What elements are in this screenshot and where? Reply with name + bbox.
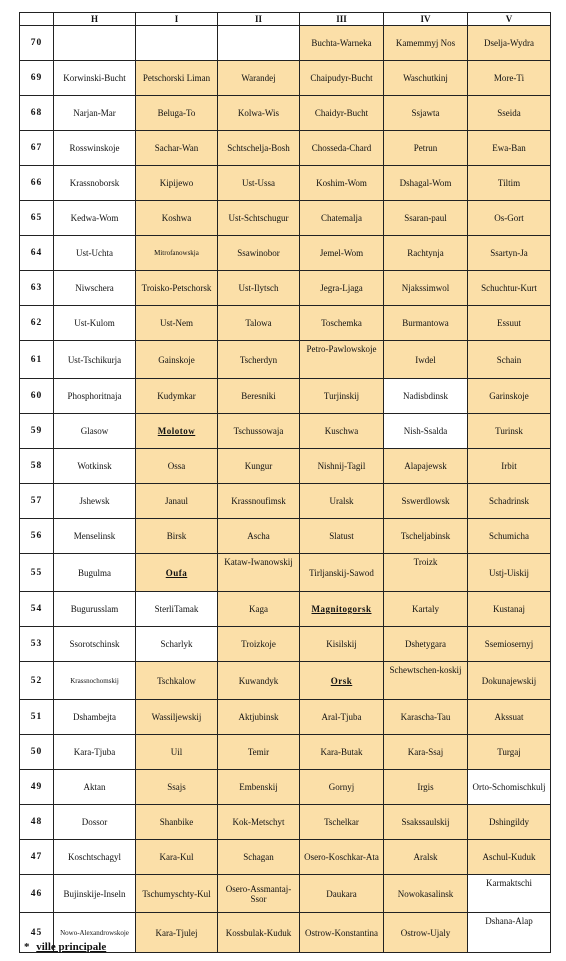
place-name-cell: Turgaj — [468, 735, 551, 770]
place-name-cell: Ust-Kulom — [54, 306, 136, 341]
place-name-cell: Krassnoborsk — [54, 166, 136, 201]
place-name-cell: Talowa — [218, 306, 300, 341]
place-name-cell: Karascha-Tau — [384, 700, 468, 735]
place-name-cell: Korwinski-Bucht — [54, 61, 136, 96]
place-name-cell: Glasow — [54, 414, 136, 449]
place-name-cell: Troisko-Petschorsk — [136, 271, 218, 306]
place-name-cell: Ostrow-Ujaly — [384, 913, 468, 953]
place-name-cell: Petschorski Liman — [136, 61, 218, 96]
place-name-cell: Ssajs — [136, 770, 218, 805]
place-name-cell: Schagan — [218, 840, 300, 875]
place-name-cell: Magnitogorsk — [300, 592, 384, 627]
table-row — [20, 519, 551, 554]
place-name-cell: Rachtynja — [384, 236, 468, 271]
place-name-cell: Schuchtur-Kurt — [468, 271, 551, 306]
place-name-cell: Kuwandyk — [218, 662, 300, 700]
header-col-h: H — [54, 13, 136, 26]
place-name-cell: Troizk — [384, 554, 468, 592]
row-number: 45 — [20, 913, 54, 953]
place-name-cell: Wassiljewskij — [136, 700, 218, 735]
place-name-cell: Tschussowaja — [218, 414, 300, 449]
place-name-cell: Garinskoje — [468, 379, 551, 414]
place-name-cell: Schewtschen-koskij — [384, 662, 468, 700]
place-name-cell: Ust-Nem — [136, 306, 218, 341]
row-number: 67 — [20, 131, 54, 166]
row-number: 57 — [20, 484, 54, 519]
place-name-cell: Ossa — [136, 449, 218, 484]
place-name-cell: Chatemalja — [300, 201, 384, 236]
place-name-cell: Beresniki — [218, 379, 300, 414]
place-name-cell: Chaidyr-Bucht — [300, 96, 384, 131]
row-number: 54 — [20, 592, 54, 627]
row-number: 68 — [20, 96, 54, 131]
table-row — [20, 306, 551, 341]
header-row — [20, 13, 551, 26]
table-row — [20, 379, 551, 414]
table-row — [20, 166, 551, 201]
place-name-cell: Chosseda-Chard — [300, 131, 384, 166]
place-name-cell: Irgis — [384, 770, 468, 805]
place-name-cell — [54, 26, 136, 61]
row-number: 52 — [20, 662, 54, 700]
table-row — [20, 271, 551, 306]
row-number: 69 — [20, 61, 54, 96]
row-number: 62 — [20, 306, 54, 341]
place-name-cell: Kaga — [218, 592, 300, 627]
header-col-ii: II — [218, 13, 300, 26]
row-number: 65 — [20, 201, 54, 236]
row-number: 60 — [20, 379, 54, 414]
place-name-cell: Alapajewsk — [384, 449, 468, 484]
place-name-cell: Dshambejta — [54, 700, 136, 735]
header-corner — [20, 13, 54, 26]
place-name-cell: Wotkinsk — [54, 449, 136, 484]
row-number: 47 — [20, 840, 54, 875]
table-row — [20, 662, 551, 700]
place-name-cell: Schumicha — [468, 519, 551, 554]
row-number: 61 — [20, 341, 54, 379]
place-name-cell: Kustanaj — [468, 592, 551, 627]
table-row — [20, 875, 551, 913]
place-name-cell: Nowokasalinsk — [384, 875, 468, 913]
table-row — [20, 449, 551, 484]
place-name-cell: Bugulma — [54, 554, 136, 592]
table-row — [20, 26, 551, 61]
place-name-cell: Ssorotschinsk — [54, 627, 136, 662]
grid-body — [20, 26, 551, 953]
place-name-cell: Dshana-Alap — [468, 913, 551, 953]
place-name-cell: Shanbike — [136, 805, 218, 840]
place-name-cell: SterliTamak — [136, 592, 218, 627]
place-name-cell: Uralsk — [300, 484, 384, 519]
place-name-cell: Kisilskij — [300, 627, 384, 662]
place-name-cell: Temir — [218, 735, 300, 770]
header-col-iv: IV — [384, 13, 468, 26]
place-name-cell: Dokunajewskij — [468, 662, 551, 700]
place-name-cell: Ustj-Uiskij — [468, 554, 551, 592]
place-name-cell: Kolwa-Wis — [218, 96, 300, 131]
footnote — [24, 941, 106, 953]
row-number: 63 — [20, 271, 54, 306]
place-name-cell: Waschutkinj — [384, 61, 468, 96]
row-number: 58 — [20, 449, 54, 484]
place-name-cell: Karmaktschi — [468, 875, 551, 913]
place-name-cell: Dshagal-Wom — [384, 166, 468, 201]
place-name-cell: Uil — [136, 735, 218, 770]
place-name-cell: Koshim-Wom — [300, 166, 384, 201]
table-row — [20, 414, 551, 449]
table-row — [20, 735, 551, 770]
place-name-cell: Tschelkar — [300, 805, 384, 840]
row-number: 51 — [20, 700, 54, 735]
place-name-cell: Aktan — [54, 770, 136, 805]
row-number: 46 — [20, 875, 54, 913]
table-row — [20, 341, 551, 379]
place-name-cell: Kara-Tjuba — [54, 735, 136, 770]
place-name-cell: Kipijewo — [136, 166, 218, 201]
place-name-cell: Ssartyn-Ja — [468, 236, 551, 271]
place-name-cell: Schtschelja-Bosh — [218, 131, 300, 166]
place-name-cell: Menselinsk — [54, 519, 136, 554]
place-name-cell: Nowo-Alexandrowskoje — [54, 913, 136, 953]
place-name-cell: Bugurusslam — [54, 592, 136, 627]
place-name-cell: Essuut — [468, 306, 551, 341]
place-name-cell: Petro-Pawlowskoje — [300, 341, 384, 379]
row-number: 64 — [20, 236, 54, 271]
place-name-cell: Orto-Schomischkulj — [468, 770, 551, 805]
place-name-cell: Ssaran-paul — [384, 201, 468, 236]
place-name-cell: Ssjawta — [384, 96, 468, 131]
place-name-cell — [136, 26, 218, 61]
place-name-cell: Daukara — [300, 875, 384, 913]
place-name-cell: Ewa-Ban — [468, 131, 551, 166]
place-name-cell: Sseida — [468, 96, 551, 131]
place-name-cell: Ssawinobor — [218, 236, 300, 271]
place-name-cell: Jemel-Wom — [300, 236, 384, 271]
row-number: 66 — [20, 166, 54, 201]
table-row — [20, 805, 551, 840]
place-name-cell: Ascha — [218, 519, 300, 554]
place-name-cell: Aktjubinsk — [218, 700, 300, 735]
place-name-cell: Burmantowa — [384, 306, 468, 341]
place-name-cell: Krassnochomskij — [54, 662, 136, 700]
place-name-cell: Janaul — [136, 484, 218, 519]
place-name-cell: Dselja-Wydra — [468, 26, 551, 61]
place-name-cell: Chaipudyr-Bucht — [300, 61, 384, 96]
place-name-cell: Molotow — [136, 414, 218, 449]
row-number: 48 — [20, 805, 54, 840]
place-name-cell: Turjinskij — [300, 379, 384, 414]
place-name-cell: Tschumyschty-Kul — [136, 875, 218, 913]
place-name-cell: Tscherdyn — [218, 341, 300, 379]
place-name-cell: Nadisbdinsk — [384, 379, 468, 414]
place-name-cell: Nish-Ssalda — [384, 414, 468, 449]
place-name-cell: Ust-Uchta — [54, 236, 136, 271]
place-name-cell: Akssuat — [468, 700, 551, 735]
place-name-cell: Kara-Butak — [300, 735, 384, 770]
place-name-cell: Phosphoritnaja — [54, 379, 136, 414]
place-name-cell: Jegra-Ljaga — [300, 271, 384, 306]
place-name-cell: More-Ti — [468, 61, 551, 96]
place-name-cell: Scharlyk — [136, 627, 218, 662]
place-name-cell: Ssemiosernyj — [468, 627, 551, 662]
row-number: 49 — [20, 770, 54, 805]
place-name-cell: Osero-Koschkar-Ata — [300, 840, 384, 875]
row-number: 55 — [20, 554, 54, 592]
place-name-cell: Niwschera — [54, 271, 136, 306]
table-row — [20, 96, 551, 131]
table-row — [20, 236, 551, 271]
place-name-cell: Sswerdlowsk — [384, 484, 468, 519]
header-col-v: V — [468, 13, 551, 26]
row-number: 56 — [20, 519, 54, 554]
place-name-cell: Os-Gort — [468, 201, 551, 236]
grid-table — [19, 12, 551, 953]
place-name-cell: Kara-Tjulej — [136, 913, 218, 953]
place-name-cell: Beluga-To — [136, 96, 218, 131]
place-name-cell: Krassnoufimsk — [218, 484, 300, 519]
place-name-cell: Nishnij-Tagil — [300, 449, 384, 484]
table-row — [20, 554, 551, 592]
place-name-cell: Rosswinskoje — [54, 131, 136, 166]
place-name-cell: Ssakssaulskij — [384, 805, 468, 840]
header-col-i: I — [136, 13, 218, 26]
place-name-cell: Iwdel — [384, 341, 468, 379]
place-name-cell: Ust-Ussa — [218, 166, 300, 201]
place-name-cell: Kok-Metschyt — [218, 805, 300, 840]
place-name-cell: Warandej — [218, 61, 300, 96]
place-name-cell: Orsk — [300, 662, 384, 700]
place-name-cell: Tscheljabinsk — [384, 519, 468, 554]
place-name-cell: Aschul-Kuduk — [468, 840, 551, 875]
table-row — [20, 627, 551, 662]
table-row — [20, 700, 551, 735]
place-name-cell: Aral-Tjuba — [300, 700, 384, 735]
place-name-cell: Ostrow-Konstantina — [300, 913, 384, 953]
footnote-text: ville principale — [36, 941, 107, 953]
place-name-cell: Kedwa-Wom — [54, 201, 136, 236]
place-name-cell: Kungur — [218, 449, 300, 484]
place-name-cell: Kuschwa — [300, 414, 384, 449]
place-name-cell: Koschtschagyl — [54, 840, 136, 875]
place-name-cell: Kara-Ssaj — [384, 735, 468, 770]
place-name-cell: Narjan-Mar — [54, 96, 136, 131]
place-name-cell: Tirljanskij-Sawod — [300, 554, 384, 592]
place-name-cell: Slatust — [300, 519, 384, 554]
place-name-cell: Gainskoje — [136, 341, 218, 379]
place-name-cell: Turinsk — [468, 414, 551, 449]
place-name-cell: Ust-Tschikurja — [54, 341, 136, 379]
place-name-cell: Tschkalow — [136, 662, 218, 700]
place-name-cell: Njakssimwol — [384, 271, 468, 306]
place-name-cell: Bujinskije-Inseln — [54, 875, 136, 913]
place-name-cell: Petrun — [384, 131, 468, 166]
table-row — [20, 131, 551, 166]
place-name-cell: Schadrinsk — [468, 484, 551, 519]
place-name-cell: Tiltim — [468, 166, 551, 201]
place-name-cell: Ust-Schtschugur — [218, 201, 300, 236]
place-name-cell: Gornyj — [300, 770, 384, 805]
header-col-iii: III — [300, 13, 384, 26]
place-name-cell: Kossbulak-Kuduk — [218, 913, 300, 953]
place-name-cell: Jshewsk — [54, 484, 136, 519]
row-number: 50 — [20, 735, 54, 770]
place-name-cell: Kartaly — [384, 592, 468, 627]
footnote-mark: * — [24, 941, 30, 953]
place-name-cell: Irbit — [468, 449, 551, 484]
table-row — [20, 592, 551, 627]
place-name-cell: Embenskij — [218, 770, 300, 805]
place-name-cell: Kara-Kul — [136, 840, 218, 875]
table-row — [20, 484, 551, 519]
place-name-cell: Sachar-Wan — [136, 131, 218, 166]
place-name-cell: Koshwa — [136, 201, 218, 236]
row-number: 59 — [20, 414, 54, 449]
place-name-cell: Dshingildy — [468, 805, 551, 840]
place-name-cell: Birsk — [136, 519, 218, 554]
table-row — [20, 840, 551, 875]
place-name-cell: Kudymkar — [136, 379, 218, 414]
place-name-cell: Ust-Ilytsch — [218, 271, 300, 306]
table-row — [20, 770, 551, 805]
row-number: 53 — [20, 627, 54, 662]
place-name-cell: Schain — [468, 341, 551, 379]
table-row — [20, 201, 551, 236]
place-name-cell: Dossor — [54, 805, 136, 840]
place-name-cell: Toschemka — [300, 306, 384, 341]
place-name-cell: Troizkoje — [218, 627, 300, 662]
place-name-cell: Oufa — [136, 554, 218, 592]
place-name-cell: Mitrofanowskja — [136, 236, 218, 271]
place-name-cell — [218, 26, 300, 61]
table-row — [20, 61, 551, 96]
place-name-cell: Buchta-Warneka — [300, 26, 384, 61]
place-name-cell: Kamemmyj Nos — [384, 26, 468, 61]
row-number: 70 — [20, 26, 54, 61]
place-name-cell: Dshetygara — [384, 627, 468, 662]
place-name-cell: Osero-Assmantaj-Ssor — [218, 875, 300, 913]
place-name-cell: Aralsk — [384, 840, 468, 875]
place-name-cell: Kataw-Iwanowskij — [218, 554, 300, 592]
